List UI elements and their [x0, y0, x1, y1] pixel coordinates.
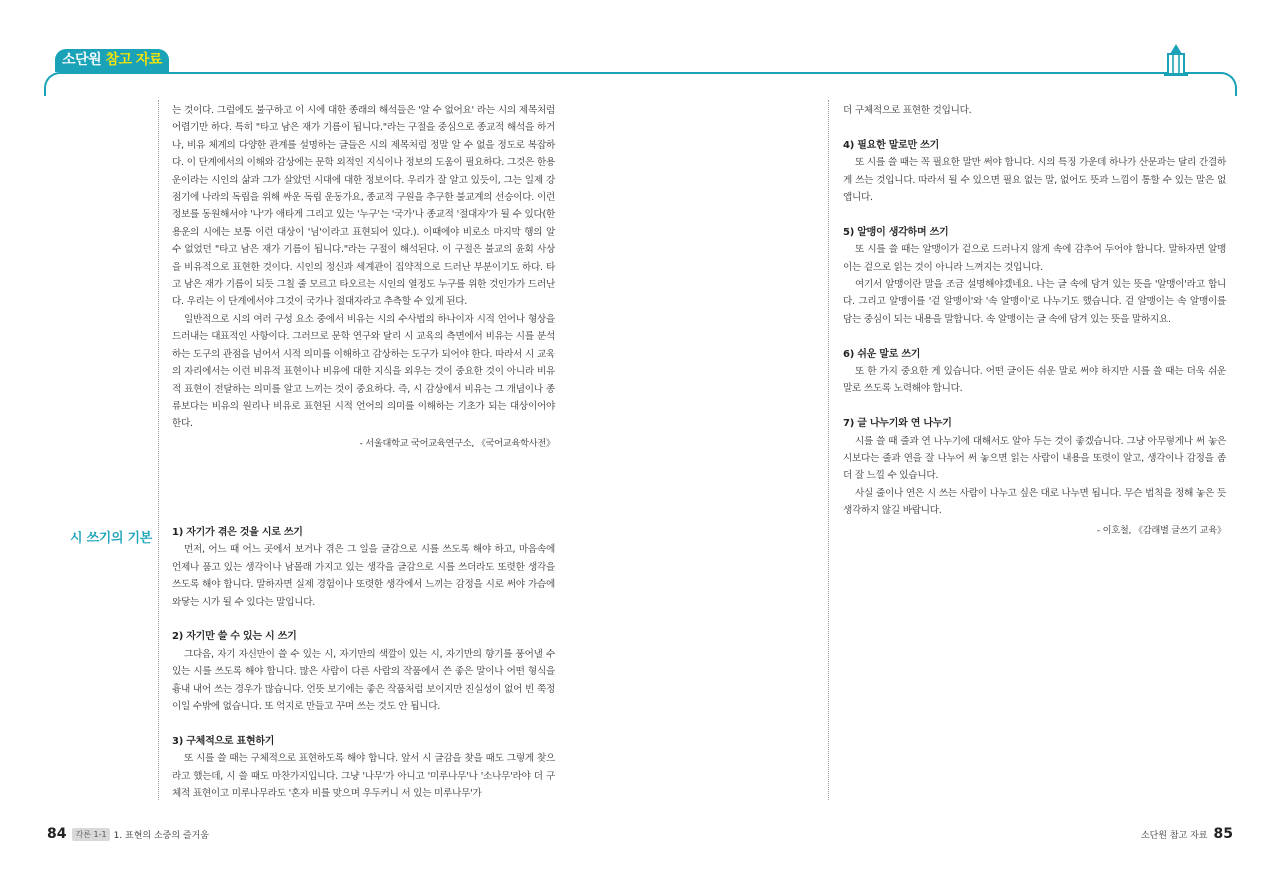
unit-tag: 각론 1-1 — [72, 828, 109, 841]
paragraph: 또 한 가지 중요한 게 있습니다. 어떤 글이든 쉬운 말로 써야 하지만 시를 쓸 때는 더욱 쉬운 말로 쓰도록 노력해야 합니다. — [843, 366, 1226, 395]
paragraph: 더 구체적으로 표현한 것입니다. — [843, 105, 972, 116]
footer-left — [47, 826, 209, 842]
section-heading: 2) 자기만 쓸 수 있는 시 쓰기 — [172, 631, 297, 643]
page-number-left: 84 — [47, 826, 67, 842]
section-title: 소단원 참고 자료 — [1140, 830, 1208, 841]
section-heading: 5) 알맹이 생각하며 쓰기 — [843, 226, 949, 238]
right-page-divider — [828, 100, 829, 800]
section-tab — [55, 49, 169, 72]
page-number-right: 85 — [1213, 826, 1233, 842]
paragraph: 는 것이다. 그럼에도 불구하고 이 시에 대한 종래의 해석들은 '알 수 없어요' 라는 시의 제목처럼 어렵기만 하다. 특히 "타고 남은 재가 기름이 됩니다."라는 구절을 중심으로 종교적 해석을 하거나, 비유 체계의 다양한 관계를 설명하는 글들은 시의 제목처럼 정말 알 수 없을 정도로 복잡하다. 이 단계에서의 이해와 감상에는 문학 외적인 지식이나 정보의 도움이 필요하다. 그것은 한용운이라는 시인의 삶과 그가 살았던 시대에 대한 정보이다. 우리가 잘 알고 있듯이, 그는 일제 강점기에 나라의 독립을 위해 싸운 독립 운동가요, 종교적 구원을 추구한 불교계의 선승이다. 이런 정보를 동원해서야 '나'가 애타게 그리고 있는 '누구'는 '국가'나 종교적 '절대자'가 될 수 있다(한용운의 시에는 보통 이런 대상이 '님'이라고 표현되어 있다.). 이때에야 비로소 마지막 행의 알 수 없었던 "타고 남은 재가 기름이 됩니다."라는 구절이 해석된다. 이 구절은 불교의 윤회 사상을 비유적으로 표현한 것이다. 시인의 정신과 세계관이 집약적으로 드러난 부분이기도 하다. 타고 남은 재가 기름이 되듯 그칠 줄 모르고 타오르는 시인의 열정도 누구를 위한 것인가가 드러난다. 우리는 이 단계에서야 그것이 국가나 절대자라고 추측할 수 있게 된다. — [172, 105, 555, 308]
side-heading: 시 쓰기의 기본 — [70, 531, 152, 546]
section-tab-label: 소단원 — [62, 52, 102, 68]
header-rule — [44, 72, 1237, 96]
source-citation: - 이호철, 《감래별 글쓰기 교육》 — [1096, 524, 1226, 536]
section-heading: 1) 자기가 겪은 것을 시로 쓰기 — [172, 527, 303, 538]
footer-right — [1141, 826, 1233, 842]
section-tab-highlight: 참고 자료 — [105, 52, 162, 68]
poetry-basics-column — [172, 524, 555, 802]
paragraph: 일반적으로 시의 여러 구성 요소 중에서 비유는 시의 수사법의 하나이자 시적 언어나 형상을 드러내는 대표적인 사항이다. 그러므로 문학 연구와 달리 시 교육의 측면에서 비유는 시를 분석하는 도구의 관점을 넘어서 시적 의미를 이해하고 감상하는 도구가 되어야 한다. 따라서 시 교육의 자리에서는 이런 비유적 표현이나 비유에 대한 지식을 외우는 것이 중요한 것이 아니라 비유적 표현이 전달하는 의미를 알고 느끼는 것이 중요하다. 즉, 시 감상에서 비유는 그 개념이나 종류보다는 비유의 원리나 비유로 표현된 시적 언어의 의미를 이해하는 기초가 되는 대상이어야 한다. — [172, 313, 555, 430]
section-heading: 4) 필요한 말로만 쓰기 — [843, 139, 940, 151]
paragraph: 또 시를 쓸 때는 꼭 필요한 말만 써야 합니다. 시의 특징 가운데 하나가 산문과는 달리 간결하게 쓰는 것입니다. 따라서 될 수 있으면 필요 없는 말, 없어도 뜻과 느낌이 통할 수 있는 말은 없앱니다. — [843, 157, 1226, 204]
source-citation: - 서울대학교 국어교육연구소, 《국어교육학사전》 — [359, 437, 555, 449]
paragraph: 또 시를 쓸 때는 구체적으로 표현하도록 해야 합니다. 앞서 시 글감을 찾을 때도 그렇게 찾으라고 했는데, 시 쓸 때도 마찬가지입니다. 그냥 '나무'가 아니고 '미루나무'나 '소나무'라야 더 구체적 표현이고 미루나무라도 '혼자 비를 맞으며 우두커니 서 있는 미루나무'가 — [172, 753, 555, 800]
paragraph: 사실 줄이나 연은 시 쓰는 사람이 나누고 싶은 대로 나누면 됩니다. 무슨 법칙을 정해 놓은 듯 생각하지 않길 바랍니다. — [843, 487, 1226, 517]
left-page-divider — [158, 100, 159, 800]
paragraph: 시를 쓸 때 줄과 연 나누기에 대해서도 알아 두는 것이 좋겠습니다. 그냥 아무렇게나 써 놓은 시보다는 줄과 연을 잘 나누어 써 놓으면 읽는 사람이 내용을 또렷이 알고, 생각이나 감정을 좀 더 잘 느낄 수 있습니다. — [843, 435, 1226, 482]
pen-icon — [1162, 42, 1190, 78]
paragraph: 여기서 알맹이란 말을 조금 설명해야겠네요. 나는 글 속에 담겨 있는 뜻을 '알맹이'라고 합니다. 그리고 알맹이를 '겉 알맹이'와 '속 알맹이'로 나누기도 했습니다. 겉 알맹이는 속 알맹이를 담는 중심이 되는 내용을 말합니다. 속 알맹이는 글 속에 담겨 있는 뜻을 말하지요. — [843, 279, 1226, 325]
chapter-title: 1. 표현의 소중의 즐거움 — [113, 830, 209, 841]
section-heading: 3) 구체적으로 표현하기 — [172, 735, 275, 747]
reference-column-right — [843, 102, 1226, 539]
paragraph: 먼저, 어느 때 어느 곳에서 보거나 겪은 그 일을 글감으로 시를 쓰도록 해야 하고, 마음속에 언제나 품고 있는 생각이나 남몰래 가지고 있는 생각을 글감으로 시를 쓰더라도 또렷한 생각을 쓰도록 해야 합니다. 말하자면 실제 경험이나 또렷한 생각에서 느끼는 감정을 시로 써야 가슴에 와닿는 시가 될 수 있다는 말입니다. — [172, 544, 555, 608]
section-heading: 6) 쉬운 말로 쓰기 — [843, 348, 921, 360]
paragraph: 그다음, 자기 자신만이 쓸 수 있는 시, 자기만의 색깔이 있는 시, 자기만의 향기를 풍어낼 수 있는 시를 쓰도록 해야 합니다. 많은 사람이 다른 사람의 작품에서 쓴 좋은 말이나 어떤 형식을 흉내 내어 쓰는 경우가 많습니다. 언뜻 보기에는 좋은 작품처럼 보이지만 진실성이 없어 빈 쭉정이일 수밖에 없습니다. 또 억지로 만들고 꾸며 쓰는 것도 안 됩니다. — [172, 648, 555, 713]
paragraph: 또 시를 쓸 때는 알맹이가 겉으로 드러나지 않게 속에 감추어 두어야 합니다. 말하자면 알맹이는 겉으로 읽는 것이 아니라 느껴지는 것입니다. — [843, 244, 1226, 273]
reference-column-1 — [172, 102, 555, 452]
section-heading: 7) 글 나누기와 연 나누기 — [843, 418, 952, 430]
